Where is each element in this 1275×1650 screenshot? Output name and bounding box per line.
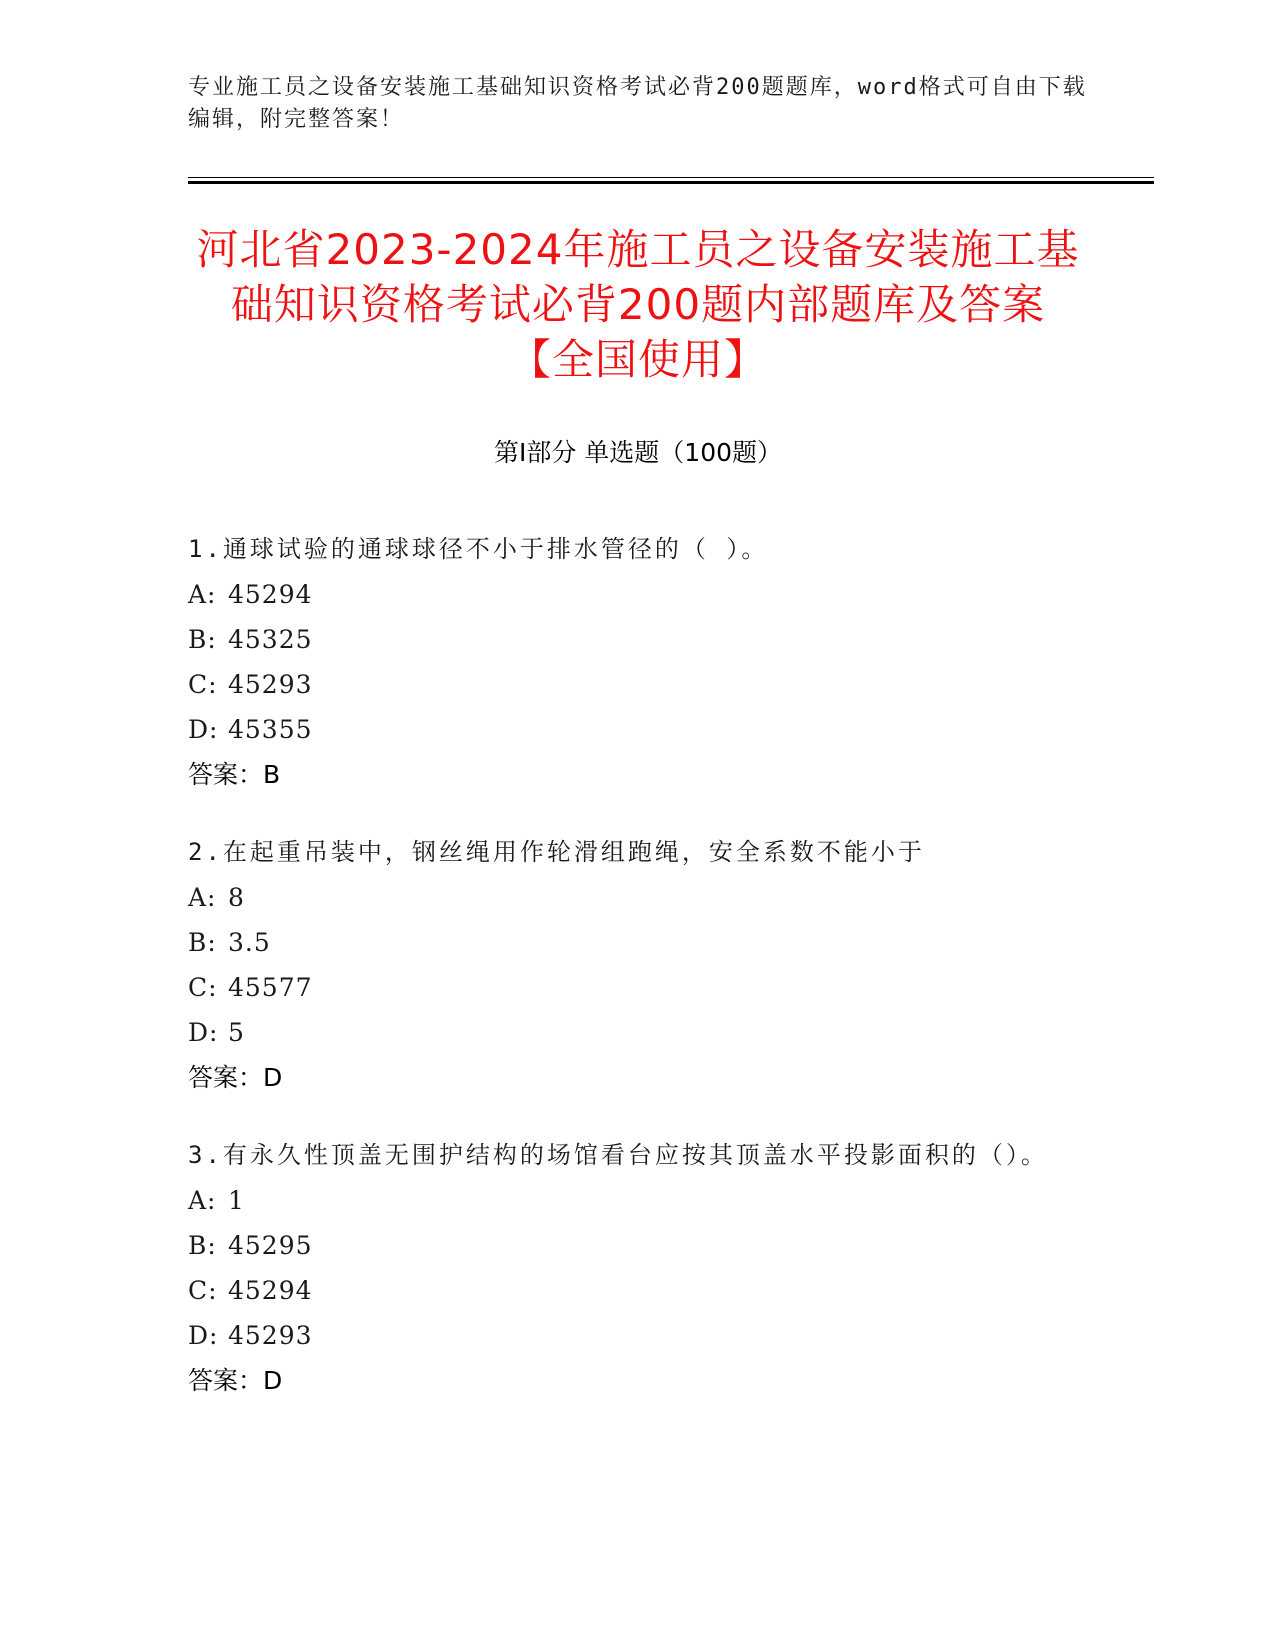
question-3 <box>188 1132 1088 1403</box>
question-2 <box>188 829 1088 1100</box>
header-divider-thin <box>188 177 1154 178</box>
option-d <box>188 1010 1088 1055</box>
answer: 答案：D <box>188 1063 283 1092</box>
option-b <box>188 1223 1088 1268</box>
header-divider-thick <box>188 181 1154 184</box>
section-heading: 第Ⅰ部分 单选题（100题） <box>493 438 783 467</box>
answer: 答案：D <box>188 1366 283 1395</box>
question-1 <box>188 526 1088 797</box>
option-text: 45325 <box>228 625 313 654</box>
option-letter: C: <box>188 1276 218 1305</box>
option-letter: A: <box>188 580 217 609</box>
option-text: 45294 <box>228 580 313 609</box>
question-list <box>188 526 1088 1435</box>
option-c <box>188 662 1088 707</box>
option-d <box>188 1313 1088 1358</box>
question-stem: 1.通球试验的通球球径不小于排水管径的（ ）。 <box>188 535 769 563</box>
option-a <box>188 1178 1088 1223</box>
option-text: 45577 <box>228 973 313 1002</box>
header-note: 专业施工员之设备安装施工基础知识资格考试必背200题题库，word格式可自由下载编辑，附完整答案！ <box>188 75 1087 132</box>
option-letter: C: <box>188 670 218 699</box>
option-letter: A: <box>188 1186 217 1215</box>
option-a <box>188 572 1088 617</box>
option-text: 5 <box>228 1018 245 1047</box>
option-text: 45294 <box>228 1276 313 1305</box>
option-letter: D: <box>188 715 219 744</box>
option-text: 3.5 <box>228 928 271 957</box>
option-d <box>188 707 1088 752</box>
option-letter: D: <box>188 1018 219 1047</box>
option-text: 45355 <box>228 715 313 744</box>
option-letter: C: <box>188 973 218 1002</box>
question-stem: 3.有永久性顶盖无围护结构的场馆看台应按其顶盖水平投影面积的（）。 <box>188 1141 1048 1169</box>
answer: 答案：B <box>188 760 281 789</box>
option-letter: A: <box>188 883 217 912</box>
option-letter: B: <box>188 625 217 654</box>
option-letter: B: <box>188 928 217 957</box>
option-text: 45293 <box>228 670 313 699</box>
option-b <box>188 617 1088 662</box>
option-text: 1 <box>228 1186 245 1215</box>
option-a <box>188 875 1088 920</box>
option-letter: B: <box>188 1231 217 1260</box>
option-text: 45295 <box>228 1231 313 1260</box>
option-text: 8 <box>228 883 245 912</box>
option-c <box>188 965 1088 1010</box>
question-stem: 2.在起重吊装中，钢丝绳用作轮滑组跑绳，安全系数不能小于 <box>188 838 925 866</box>
option-b <box>188 920 1088 965</box>
option-c <box>188 1268 1088 1313</box>
option-letter: D: <box>188 1321 219 1350</box>
document-title: 河北省2023-2024年施工员之设备安装施工基础知识资格考试必背200题内部题库及答案【全国使用】 <box>196 225 1080 384</box>
option-text: 45293 <box>228 1321 313 1350</box>
